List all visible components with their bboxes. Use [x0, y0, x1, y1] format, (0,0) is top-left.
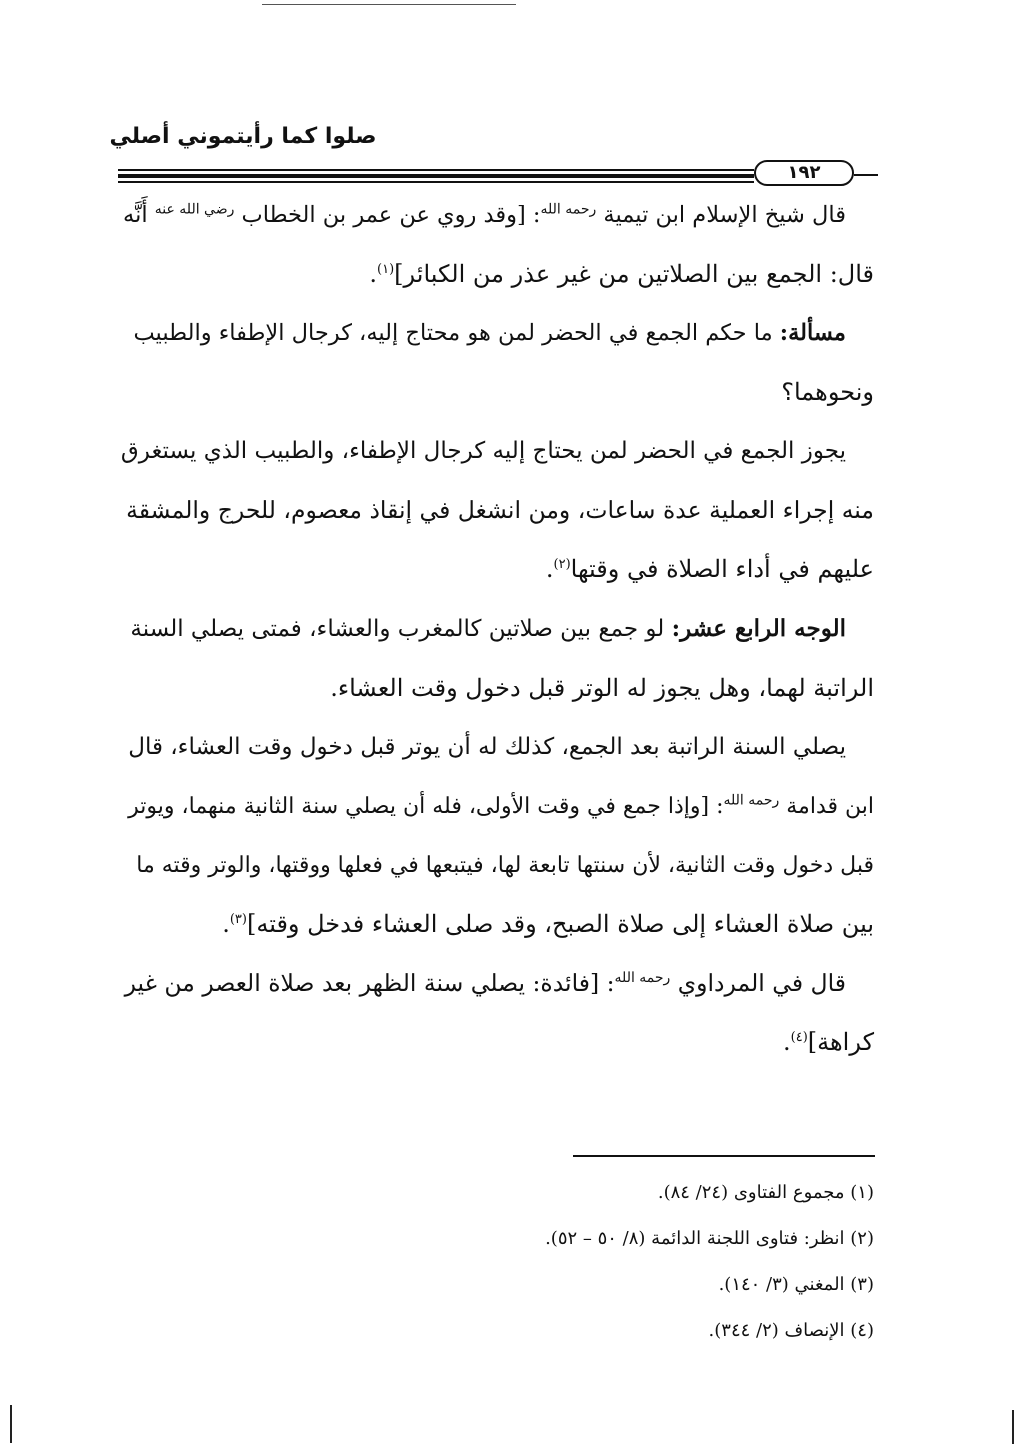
paragraph-line [122, 954, 874, 1013]
footnote: (٢) انظر: فتاوى اللجنة الدائمة (٨/ ٥٠ – ٥٢). [545, 1228, 874, 1249]
text-run: بين صلاة العشاء إلى صلاة الصبح، وقد صلى العشاء فدخل وقته] [246, 910, 874, 938]
text-run: قال شيخ الإسلام ابن تيمية [596, 202, 846, 228]
scan-edge-mark [1012, 1410, 1014, 1444]
page-number: ١٩٢ [754, 160, 854, 186]
section-label: الوجه الرابع عشر: [671, 615, 846, 642]
footnote-ref[interactable]: (٤) [790, 1030, 808, 1045]
footnote: (٣) المغني (٣/ ١٤٠). [718, 1274, 874, 1295]
honorific-glyph: رضي الله عنه [154, 201, 235, 218]
scan-top-rule [262, 4, 516, 5]
running-title: صلوا كما رأيتموني أصلي [109, 124, 377, 149]
text-run: لو جمع بين صلاتين كالمغرب والعشاء، فمتى يصلي السنة [130, 616, 672, 642]
paragraph-line [122, 186, 874, 245]
text-run: : [وإذا جمع في وقت الأولى، فله أن يصلي سنة الثانية منهما، ويوتر [128, 794, 724, 819]
paragraph-line: قال: الجمع بين الصلاتين من غير عذر من الكبائر]$^{(١)}$. [369, 260, 874, 288]
header-rule [118, 181, 754, 183]
text-run: عليهم في أداء الصلاة في وقتها [570, 555, 874, 583]
text-run: ما حكم الجمع في الحضر لمن هو محتاج إليه، كرجال الإطفاء والطبيب [133, 320, 780, 346]
text-run: : [فائدة: يصلي سنة الظهر بعد صلاة العصر من غير [124, 969, 615, 997]
footnote-ref[interactable]: (٢) [553, 557, 571, 572]
paragraph-line: كراهة]$^{(٤)}$. [782, 1028, 874, 1056]
paragraph-line [122, 599, 874, 659]
header-rule [118, 174, 754, 178]
paragraph-line [122, 836, 874, 895]
paragraph-line [122, 422, 874, 481]
paragraph-line [122, 718, 874, 777]
question-label: مسألة: [779, 320, 846, 346]
text-run: أَنَّه [123, 202, 155, 228]
footnote-separator [573, 1155, 875, 1157]
paragraph-line [122, 481, 874, 540]
scan-edge-mark [10, 1405, 12, 1443]
footnotes [122, 1170, 874, 1354]
text-run: ابن قدامة [779, 794, 874, 819]
honorific-glyph: رحمه الله [614, 970, 671, 987]
text-run: يصلي السنة الراتبة بعد الجمع، كذلك له أن يوتر قبل دخول وقت العشاء، قال [128, 734, 846, 760]
header-rule-tail [854, 174, 878, 176]
text-run: يجوز الجمع في الحضر لمن يحتاج إليه كرجال الإطفاء، والطبيب الذي يستغرق [120, 438, 846, 464]
text-run: منه إجراء العملية عدة ساعات، ومن انشغل في إنقاذ معصوم، للحرج والمشقة [126, 496, 874, 524]
text-run: قبل دخول وقت الثانية، لأن سنتها تابعة لها، فيتبعها في فعلها ووقتها، والوتر وقته ما [136, 853, 874, 878]
paragraph-line [122, 304, 874, 363]
paragraph-line [122, 777, 874, 836]
footnote: (١) مجموع الفتاوى (٢٤/ ٨٤). [657, 1182, 874, 1203]
text-run: الراتبة لهما، وهل يجوز له الوتر قبل دخول وقت العشاء. [330, 674, 874, 702]
header-rule [118, 169, 754, 171]
honorific-glyph: رحمه الله [723, 792, 780, 809]
page-header-bar [118, 160, 878, 186]
paragraph-line: عليهم في أداء الصلاة في وقتها$^{(٢)}$. [545, 555, 874, 583]
footnote: (٤) الإنصاف (٢/ ٣٤٤). [708, 1320, 874, 1341]
text-run: قال في المرداوي [670, 969, 846, 997]
footnote-ref[interactable]: (١) [377, 262, 395, 277]
text-run: كراهة] [807, 1028, 874, 1056]
paragraph-line: بين صلاة العشاء إلى صلاة الصبح، وقد صلى العشاء فدخل وقته]$^{(٣)}$. [222, 910, 874, 938]
honorific-glyph: رحمه الله [540, 201, 597, 218]
text-run: ونحوهما؟ [781, 378, 874, 406]
paragraph-line [122, 363, 874, 422]
text-run: : [وقد روي عن عمر بن الخطاب [234, 202, 541, 228]
paragraph-line [122, 659, 874, 718]
text-run: قال: الجمع بين الصلاتين من غير عذر من الكبائر] [394, 260, 874, 288]
main-text [122, 186, 874, 1072]
footnote-ref[interactable]: (٣) [229, 912, 247, 927]
